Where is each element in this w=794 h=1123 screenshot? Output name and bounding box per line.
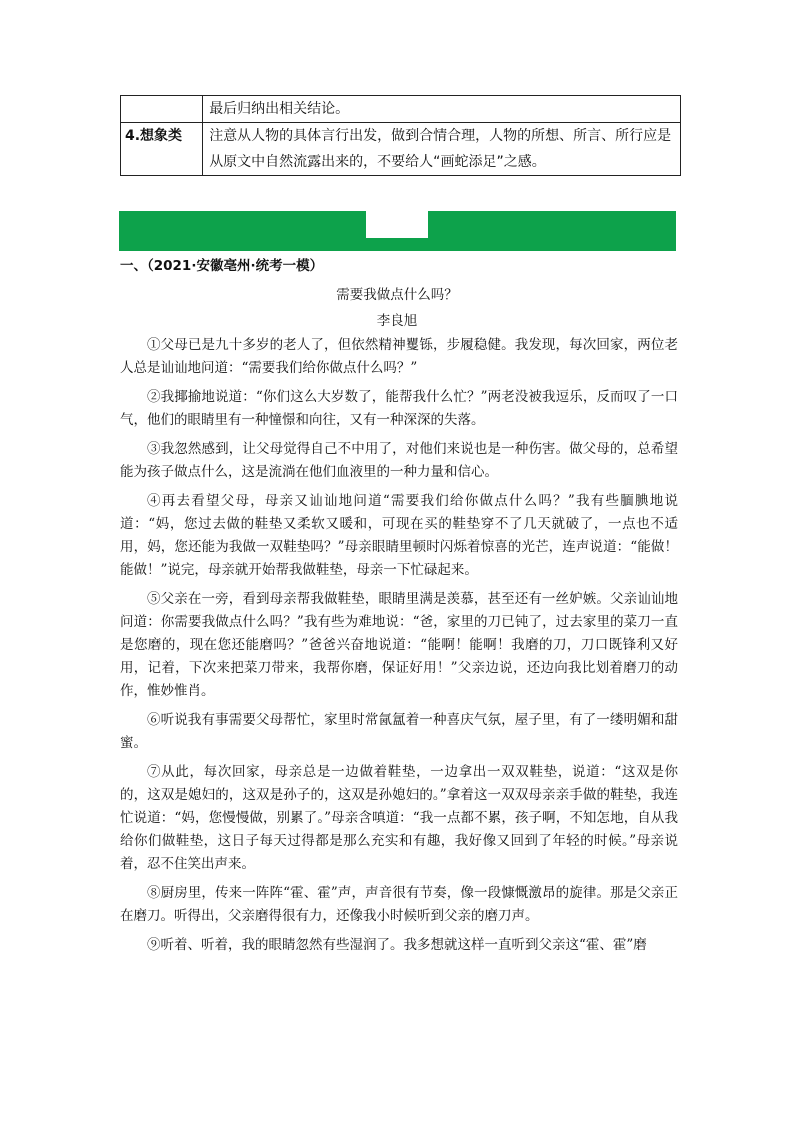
article-title: 需要我做点什么吗？ [336, 287, 458, 303]
paragraph: ⑥听说我有事需要父母帮忙，家里时常氤氲着一种喜庆气氛，屋子里，有了一缕明媚和甜蜜。 [120, 712, 678, 751]
table-cell-label [121, 96, 203, 123]
table-cell-text: 最后归纳出相关结论。 [203, 96, 681, 123]
question-header: 一、（2021·安徽亳州·统考一模） [120, 258, 324, 274]
paragraph: ⑦从此，每次回家，母亲总是一边做着鞋垫，一边拿出一双双鞋垫，说道：“这双是你的，这双是媳妇的，这双是孙子的，这双是孙媳妇的。”拿着这一双双母亲亲手做的鞋垫，我连忙说道：“妈，您慢慢做，别累了。”母亲含嗔道：“我一点都不累，孩子啊，不知怎地，自从我给你们做鞋垫，这日子每天过得都是那么充实和有趣，我好像又回到了年轻的时候。”母亲说着，忍不住笑出声来。 [120, 764, 678, 872]
table-row [121, 96, 681, 123]
paragraph: ②我揶揄地说道：“你们这么大岁数了，能帮我什么忙？”两老没被我逗乐，反而叹了一口气，他们的眼睛里有一种憧憬和向往，又有一种深深的失落。 [120, 389, 678, 428]
section-banner [119, 211, 676, 251]
table-cell-text: 注意从人物的具体言行出发，做到合情合理，人物的所想、所言、所行应是从原文中自然流露出来的，不要给人“画蛇添足”之感。 [203, 123, 681, 176]
article-body [120, 334, 678, 963]
paragraph: ③我忽然感到，让父母觉得自己不中用了，对他们来说也是一种伤害。做父母的，总希望能为孩子做点什么，这是流淌在他们血液里的一种力量和信心。 [120, 441, 678, 480]
paragraph: ⑧厨房里，传来一阵阵“霍、霍”声，声音很有节奏，像一段慷慨激昂的旋律。那是父亲正在磨刀。听得出，父亲磨得很有力，还像我小时候听到父亲的磨刀声。 [120, 885, 678, 924]
paragraph: ④再去看望父母，母亲又讪讪地问道“需要我们给你做点什么吗？”我有些腼腆地说道：“妈，您过去做的鞋垫又柔软又暖和，可现在买的鞋垫穿不了几天就破了，一点也不适用，妈，您还能为我做一双鞋垫吗？”母亲眼睛里顿时闪烁着惊喜的光芒，连声说道：“能做！能做！”说完，母亲就开始帮我做鞋垫，母亲一下忙碌起来。 [120, 493, 678, 578]
paragraph: ①父母已是九十多岁的老人了，但依然精神矍铄，步履稳健。我发现，每次回家，两位老人总是讪讪地问道：“需要我们给你做点什么吗？” [120, 337, 678, 376]
answer-method-table [120, 95, 681, 176]
section-banner-label-box [366, 211, 428, 238]
table-row [121, 123, 681, 176]
article-author: 李良旭 [376, 313, 418, 329]
paragraph: ⑤父亲在一旁，看到母亲帮我做鞋垫，眼睛里满是羡慕，甚至还有一丝妒嫉。父亲讪讪地问道：你需要我做点什么吗？”我有些为难地说：“爸，家里的刀已钝了，过去家里的菜刀一直是您磨的，现在您还能磨吗？”爸爸兴奋地说道：“能啊！能啊！我磨的刀，刀口既锋利又好用，记着，下次来把菜刀带来，我帮你磨，保证好用！”父亲边说，还边向我比划着磨刀的动作，惟妙惟肖。 [120, 591, 678, 699]
table-cell-label: 4.想象类 [121, 123, 203, 176]
paragraph: ⑨听着、听着，我的眼睛忽然有些湿润了。我多想就这样一直听到父亲这“霍、霍”磨 [147, 937, 647, 953]
